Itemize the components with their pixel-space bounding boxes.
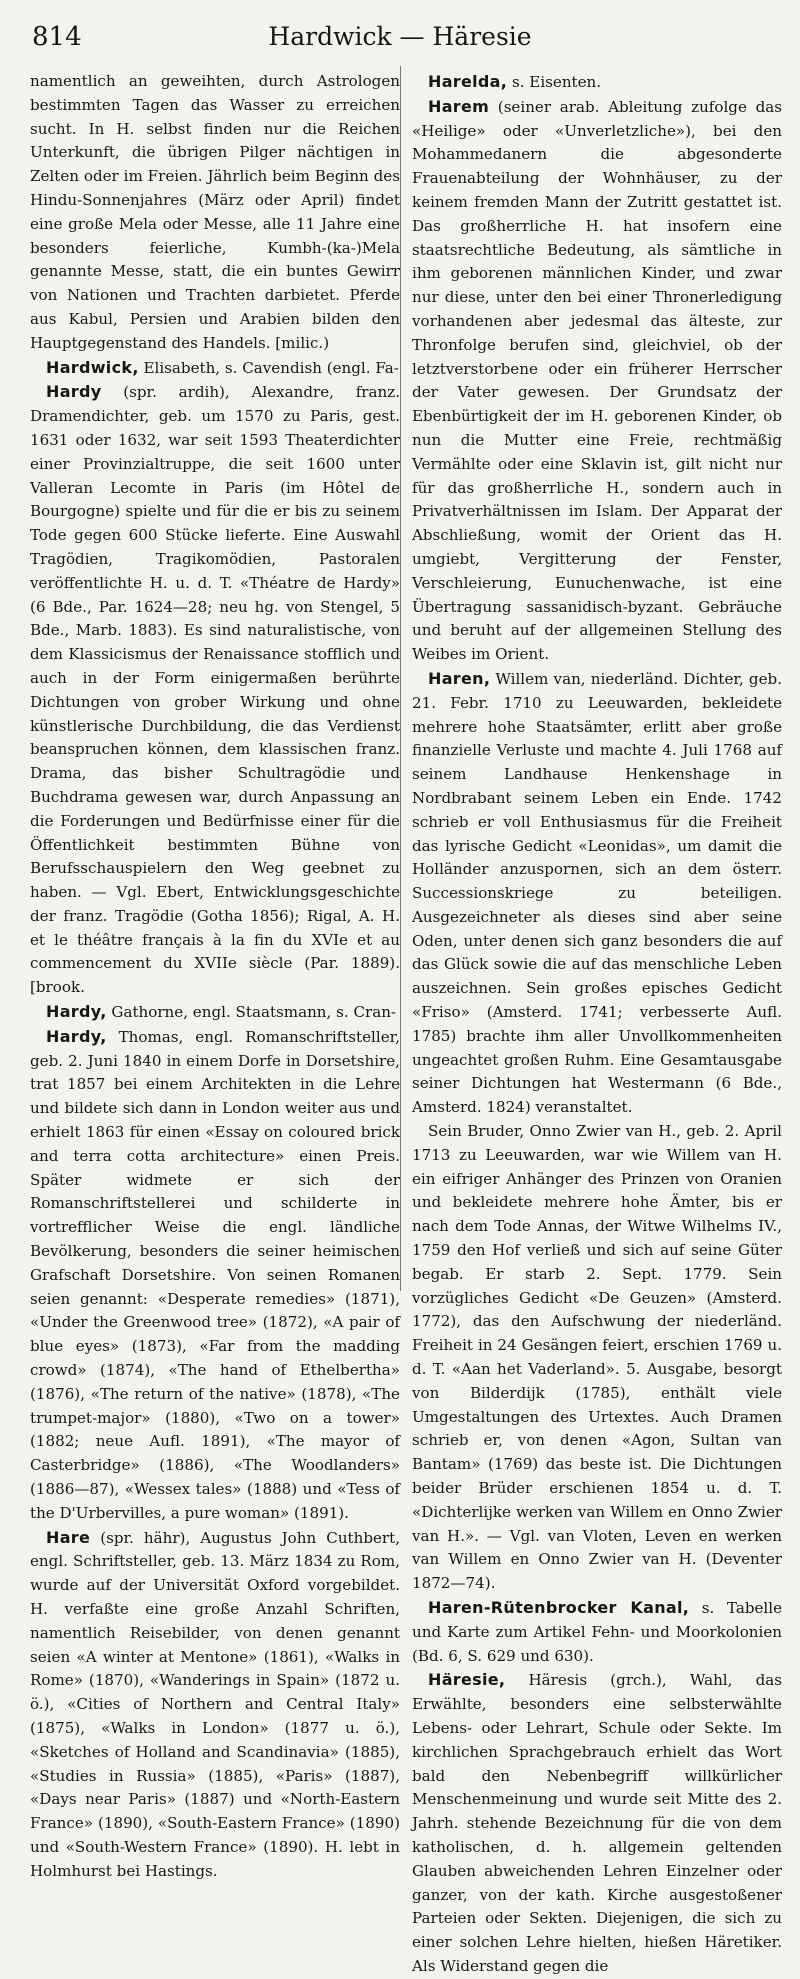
entry-lemma: Harem [428, 96, 490, 116]
entry-text: (spr. ardih), Alexandre, franz. Dramendichter, geb. um 1570 zu Paris, gest. 1631 oder 1632, war seit 1593 Theaterdichter einer Provinzialtruppe, die seit 1600 unter Valleran Lecomte in Paris (im Hôtel de Bourgogne) spielte und für die er bis zu seinem Tode gegen 600 Stücke lieferte. Eine Auswahl Tragödien, Tragikomödien, Pastoralen veröffentlichte H. u. d. T. «Théatre de Hardy» (6 Bde., Par. 1624—28; neu hg. von Stengel, 5 Bde., Marb. 1883). Es sind naturalistische, von dem Klassicismus der Renaissance stofflich und auch in der Form einigermaßen berührte Dichtungen von grober Wirkung und ohne künstlerische Durchbildung, die das Verdienst beanspruchen können, dem klassischen franz. Drama, das bisher Schultragödie und Buchdrama gewesen war, durch Anpassung an die Forderungen und Bedürfnisse einer für die Öffentlichkeit bestimmten Bühne von Berufsschauspielern den Weg geebnet zu haben. — Vgl. Ebert, Entwicklungsgeschichte der franz. Tragödie (Gotha 1856); Rigal, A. H. et le théâtre français à la fin du XVIe et au commencement du XVIIe siècle (Par. 1889). [brook. [30, 383, 400, 997]
entry-text: s. Tabelle und Karte zum Artikel Fehn- und Moorkolonien (Bd. 6, S. 629 und 630). [412, 1599, 783, 1665]
entry-lemma: Harelda, [428, 72, 508, 91]
entry-text: Häresis (grch.), Wahl, das Erwählte, besonders eine selbsterwählte Lebens- oder Lehrart, Schule oder Sekte. Im kirchlichen Sprachgebrauch erhielt das Wort bald den Nebenbegriff willkürlicher Menschenmeinung und wurde seit Mitte des 2. Jahrh. stehende Bezeichnung für die von dem katholischen, d. h. allgemein geltenden Glauben abweichenden Lehren Einzelner oder ganzer, von der kath. Kirche ausgestoßener Parteien oder Sekten. Diejenigen, die sich zu einer solchen Lehre hielten, hießen Häretiker. Als Widerstand gegen die [412, 1671, 782, 1975]
entry-continuation [30, 70, 400, 356]
entry-text: Sein Bruder, Onno Zwier van H., geb. 2. April 1713 zu Leeuwarden, war wie Willem van H. ein eifriger Anhänger des Prinzen von Oranien und bekleidete mehrere hohe Ämter, bis er nach dem Tode Annas, der Witwe Wilhelms IV., 1759 den Hof verließ und sich auf seine Güter begab. Er starb 2. Sept. 1779. Sein vorzügliches Gedicht «De Geuzen» (Amsterd. 1772), das den Aufschwung der niederländ. Freiheit in 24 Gesängen feiert, erschien 1769 u. d. T. «Aan het Vaderland». 5. Ausgabe, besorgt von Bilderdijk (1785), enthält viele Umgestaltungen des Urtextes. Auch Dramen schrieb er, von denen «Agon, Sultan van Bantam» (1769) das beste ist. Die Dichtungen beider Brüder erschienen 1854 u. d. T. «Dichterlijke werken van Willem en Onno Zwier van H.». — Vgl. van Vloten, Leven en werken van Willem en Onno Zwier van H. (Deventer 1872—74). [412, 1122, 782, 1593]
entry [30, 380, 400, 1000]
running-title: Hardwick — Häresie [268, 22, 532, 51]
entry-lemma: Hare [46, 1527, 91, 1547]
entry [30, 1000, 400, 1025]
entry [412, 95, 782, 667]
entry-text: (spr. hähr), Augustus John Cuthbert, engl. Schriftsteller, geb. 13. März 1834 zu Rom, wurde auf der Universität Oxford vorgebildet. H. verfaßte eine große Anzahl Schriften, namentlich Reisebilder, von denen genannt seien «A winter at Mentone» (1861), «Walks in Rome» (1870), «Wanderings in Spain» (1872 u. ö.), «Cities of Northern and Central Italy» (1875), «Walks in London» (1877 u. ö.), «Sketches of Holland and Scandinavia» (1885), «Studies in Russia» (1885), «Paris» (1887), «Days near Paris» (1887) und «North-Eastern France» (1890), «South-Eastern France» (1890) und «South-Western France» (1890). H. lebt in Holmhurst bei Hastings. [30, 1528, 400, 1880]
column-divider [400, 66, 401, 1291]
entry-lemma: Hardy, [46, 1026, 107, 1046]
entry-text: s. Eisenten. [507, 73, 602, 91]
left-column [30, 70, 400, 1884]
entry-text: Thomas, engl. Romanschriftsteller, geb. 2. Juni 1840 in einem Dorfe in Dorsetshire, trat 1857 bei einem Architekten in die Lehre und bildete sich dann in London weiter aus und erhielt 1863 für einen «Essay on coloured brick and terra cotta architecture» einen Preis. Später widmete er sich der Romanschriftstellerei und schilderte in vortrefflicher Weise die engl. ländliche Bevölkerung, besonders die seiner heimischen Grafschaft Dorsetshire. Von seinen Romanen seien genannt: «Desperate remedies» (1871), «Under the Greenwood tree» (1872), «A pair of blue eyes» (1873), «Far from the madding crowd» (1874), «The hand of Ethelbertha» (1876), «The return of the native» (1878), «The trumpet-major» (1880), «Two on a tower» (1882; neue Aufl. 1891), «The mayor of Casterbridge» (1886), «The Woodlanders» (1886—87), «Wessex tales» (1888) und «Tess of the D'Urbervilles, a pure woman» (1891). [30, 1027, 400, 1522]
entry-text: Gathorne, engl. Staatsmann, s. Cran- [106, 1003, 397, 1022]
entry [412, 70, 782, 95]
entry-paragraph [412, 1120, 782, 1596]
right-column [412, 70, 782, 1979]
entry-lemma: Haren-Rütenbrocker Kanal, [428, 1598, 690, 1617]
entry-lemma: Hardy, [46, 1002, 107, 1022]
entry [30, 1526, 400, 1884]
entry-lemma: Haren, [428, 668, 491, 688]
entry-text: namentlich an geweihten, durch Astrologen bestimmten Tagen das Wasser zu erreichen sucht. In H. selbst finden nur die Reichen Unterkunft, die übrigen Pilger nächtigen in Zelten oder im Freien. Jährlich beim Beginn des Hindu-Sonnenjahres (März oder April) findet eine große Mela oder Messe, alle 11 Jahre eine besonders feierliche, Kumbh-(ka-)Mela genannte Messe, statt, die ein buntes Gewirr von Nationen und Trachten darbietet. Pferde aus Kabul, Persien und Arabien bilden den Hauptgegenstand des Handels. [milic.) [30, 72, 400, 352]
entry [30, 1025, 400, 1526]
entry-text: Elisabeth, s. Cavendish (engl. Fa- [138, 358, 399, 377]
entry-text: (seiner arab. Ableitung zufolge das «Heilige» oder «Unverletzliche»), bei den Mohammedanern die abgesonderte Frauenabteilung der Wohnhäuser, zu der keinem fremden Mann der Zutritt gestattet ist. Das großherrliche H. hat insofern eine staatsrechtliche Bedeutung, als sämtliche in ihm geborenen männlichen Kinder, und zwar nur diese, unter den bei einer Thronerledigung vorhandenen aber jedesmal das älteste, zur Thronfolge berufen sind, gleichviel, ob der letztverstorbene oder ein früherer Herrscher der Vater gewesen. Der Grundsatz der Ebenbürtigkeit der im H. geborenen Kinder, ob nun die Mutter eine Freie, rechtmäßig Vermählte oder eine Sklavin ist, gilt nicht nur für das großherrliche H., sondern auch in Privatverhältnissen im Islam. Der Apparat der Abschließung, womit der Orient das H. umgiebt, Vergitterung der Fenster, Verschleierung, Eunuchenwache, ist eine Übertragung sassanidisch-byzant. Gebräuche und beruht auf der allgemeinen Stellung des Weibes im Orient. [412, 97, 782, 664]
entry-lemma: Häresie, [428, 1670, 506, 1690]
page-header [32, 22, 768, 58]
entry [30, 356, 400, 381]
page-number: 814 [32, 22, 82, 52]
entry [412, 1668, 782, 1978]
entry [412, 1596, 782, 1668]
entry-lemma: Hardwick, [46, 357, 139, 377]
entry [412, 667, 782, 1120]
entry-lemma: Hardy [46, 382, 102, 402]
entry-text: Willem van, niederländ. Dichter, geb. 21. Febr. 1710 zu Leeuwarden, bekleidete mehrere hohe Staatsämter, erlitt aber große finanzielle Verluste und machte 4. Juli 1768 auf seinem Landhause Henkenshage in Nordbrabant seinem Leben ein Ende. 1742 schrieb er voll Enthusiasmus für die Freiheit das lyrische Gedicht «Leonidas», um damit die Holländer anzuspornen, sich an dem österr. Successionskriege zu beteiligen. Ausgezeichneter als dieses sind aber seine Oden, unter denen sich ganz besonders die auf das Glück sowie die auf das menschliche Leben auszeichnen. Sein großes episches Gedicht «Friso» (Amsterd. 1741; verbesserte Aufl. 1785) brachte ihm aller Unvollkommenheiten ungeachtet großen Ruhm. Eine Gesamtausgabe seiner Dichtungen hat Westermann (6 Bde., Amsterd. 1824) veranstaltet. [412, 669, 782, 1117]
